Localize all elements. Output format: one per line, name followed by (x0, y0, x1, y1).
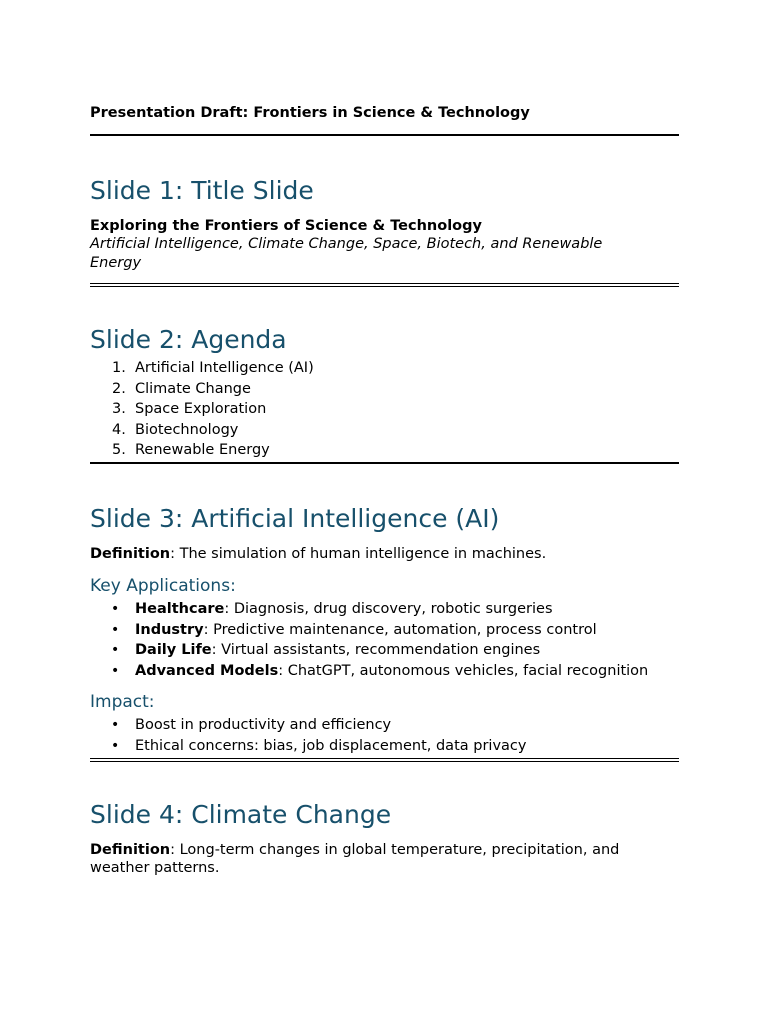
slide4-heading: Slide 4: Climate Change (90, 800, 392, 829)
slide4-definition-line1: Definition: Long-term changes in global temperature, precipitation, and (90, 842, 620, 858)
slide2-divider (90, 462, 679, 464)
slide3-heading: Slide 3: Artificial Intelligence (AI) (90, 504, 500, 533)
application-item: • Advanced Models: ChatGPT, autonomous vehicles, facial recognition (111, 662, 649, 679)
agenda-list (90, 358, 679, 461)
slide1-heading: Slide 1: Title Slide (90, 176, 314, 205)
application-item: • Healthcare: Diagnosis, drug discovery, robotic surgeries (111, 601, 553, 617)
agenda-item: 5. Renewable Energy (112, 442, 270, 458)
definition-label: Definition (90, 546, 171, 562)
impact-item: • Boost in productivity and efficiency (111, 717, 392, 733)
agenda-item: 1. Artificial Intelligence (AI) (112, 360, 314, 376)
impact-item: • Ethical concerns: bias, job displacement, data privacy (111, 737, 527, 754)
document-title: Presentation Draft: Frontiers in Science & Technology (90, 105, 530, 121)
application-item: • Industry: Predictive maintenance, automation, process control (111, 621, 597, 638)
definition-label: Definition (90, 842, 171, 858)
impact-heading: Impact: (90, 692, 155, 712)
application-item: • Daily Life: Virtual assistants, recommendation engines (111, 642, 541, 658)
slide1-subtitle-line1: Artificial Intelligence, Climate Change, Space, Biotech, and Renewable (90, 236, 603, 252)
slide1-title: Exploring the Frontiers of Science & Technology (90, 218, 482, 234)
slide4-definition-line2: weather patterns. (90, 860, 220, 876)
applications-list (90, 599, 679, 681)
slide2-heading: Slide 2: Agenda (90, 325, 287, 354)
slide3-definition: Definition: The simulation of human intelligence in machines. (90, 546, 547, 562)
impact-list (90, 715, 679, 756)
key-applications-heading: Key Applications: (90, 576, 236, 596)
agenda-item: 2. Climate Change (112, 380, 251, 397)
slide1-divider (90, 283, 679, 287)
agenda-item: 3. Space Exploration (112, 401, 267, 417)
slide1-subtitle-line2: Energy (90, 255, 142, 271)
slide3-divider (90, 758, 679, 762)
agenda-item: 4. Biotechnology (112, 421, 239, 438)
title-divider (90, 134, 679, 136)
